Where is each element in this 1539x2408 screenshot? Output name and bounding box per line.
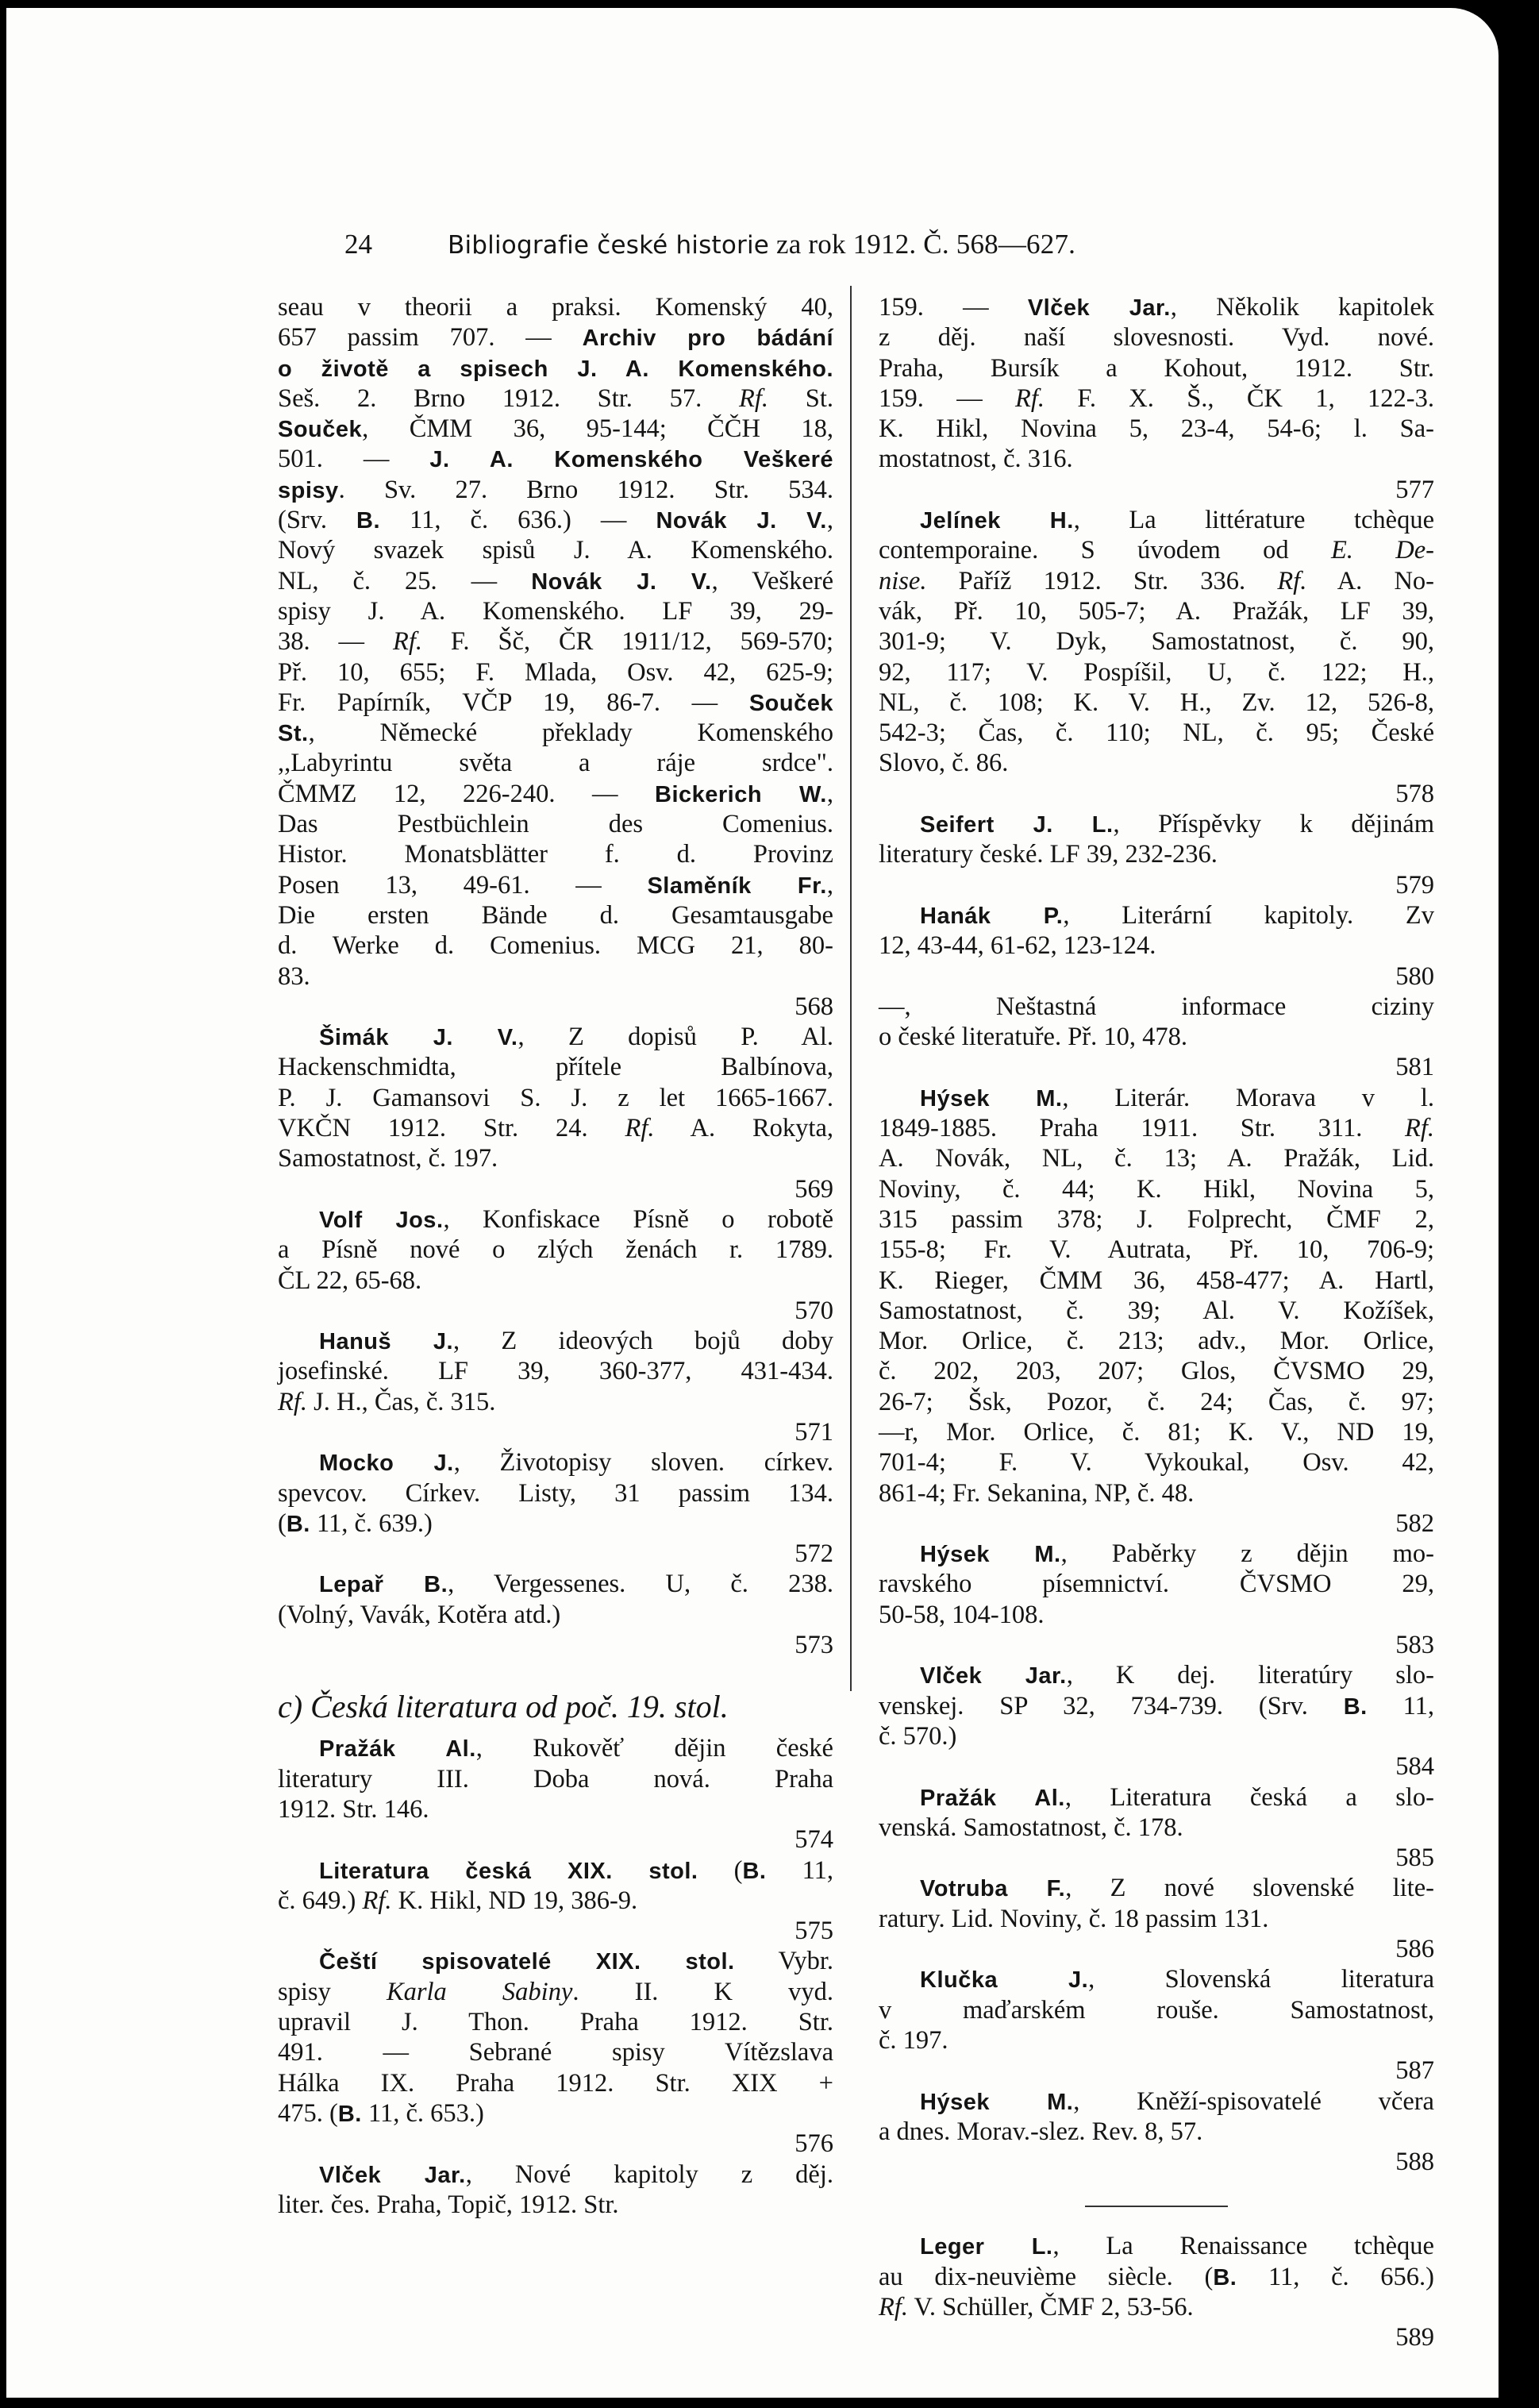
text-line: 12, 43-44, 61-62, 123-124. [879, 931, 1156, 961]
text-line: Čeští spisovatelé XIX. stol. Vybr. [319, 1947, 833, 1976]
text-line: K. Rieger, ČMM 36, 458-477; A. Hartl, [879, 1266, 1434, 1295]
text-line: Nový svazek spisů J. A. Komenského. [278, 536, 833, 565]
text-line: 1849-1885. Praha 1911. Str. 311. Rf. [879, 1114, 1434, 1143]
text-line: 315 passim 378; J. Folprecht, ČMF 2, [879, 1204, 1434, 1234]
text-line: Volf Jos., Konfiskace Písně o robotě [319, 1204, 833, 1234]
text-line: Seš. 2. Brno 1912. Str. 57. Rf. St. [278, 383, 833, 413]
text-line: d. Werke d. Comenius. MCG 21, 80- [278, 931, 833, 961]
text-line: ravského písemnictví. ČVSMO 29, [879, 1570, 1434, 1599]
text-line: 50-58, 104-108. [879, 1600, 1045, 1629]
entry-number: 572 [795, 1539, 833, 1569]
text-line: —r, Mor. Orlice, č. 81; K. V., ND 19, [879, 1417, 1434, 1447]
section-heading: c) Česká literatura od poč. 19. stol. [278, 1689, 729, 1725]
text-line: Hýsek M., Kněží-spisovatelé včera [920, 2086, 1434, 2116]
text-line: a Písně nové o zlých ženách r. 1789. [278, 1235, 833, 1265]
text-line: 83. [278, 961, 310, 991]
text-line: Samostatnost, č. 39; Al. V. Kožíšek, [879, 1296, 1434, 1325]
text-line: Literatura česká XIX. stol. (B. 11, [319, 1855, 834, 1885]
text-line: spisy Karla Sabiny. II. K vyd. [278, 1977, 833, 2006]
running-title-sans: Bibliografie české historie [448, 231, 770, 260]
text-line: venská. Samostatnost, č. 178. [879, 1813, 1183, 1842]
text-line: Pražák Al., Rukověť dějin české [319, 1734, 833, 1763]
text-line: Šimák J. V., Z dopisů P. Al. [319, 1023, 834, 1052]
text-line: ratury. Lid. Noviny, č. 18 passim 131. [879, 1904, 1269, 1933]
text-line: St., Německé překlady Komenského [278, 719, 833, 748]
text-line: seau v theorii a praksi. Komenský 40, [278, 293, 833, 322]
text-line: NL, č. 108; K. V. H., Zv. 12, 526-8, [879, 688, 1434, 717]
text-line: 159. — Rf. F. X. Š., ČK 1, 122-3. [879, 383, 1434, 413]
text-line: literatury III. Doba nová. Praha [278, 1764, 833, 1793]
text-line: 501. — J. A. Komenského Veškeré [278, 445, 833, 474]
entry-number: 581 [1395, 1053, 1434, 1082]
entry-number: 589 [1395, 2323, 1434, 2352]
entry-number: 583 [1395, 1631, 1434, 1660]
text-line: Jelínek H., La littérature tchèque [920, 506, 1434, 535]
text-line: Př. 10, 655; F. Mlada, Osv. 42, 625-9; [278, 657, 833, 687]
right-entries-a [879, 292, 1434, 2177]
text-line: ČMMZ 12, 226-240. — Bickerich W., [278, 779, 833, 808]
running-title-serif: za rok 1912. Č. 568—627. [775, 229, 1076, 260]
text-line: Slovo, č. 86. [879, 749, 1009, 778]
text-line: spevcov. Církev. Listy, 31 passim 134. [278, 1478, 833, 1508]
text-line: o české literatuře. Př. 10, 478. [879, 1023, 1187, 1052]
entry-number: 570 [795, 1296, 833, 1325]
text-line: 701-4; F. V. Vykoukal, Osv. 42, [879, 1448, 1434, 1478]
text-line: Hýsek M., Literár. Morava v l. [920, 1083, 1434, 1112]
text-line: 491. — Sebrané spisy Vítězslava [278, 2038, 833, 2067]
entry-number: 568 [795, 992, 833, 1021]
text-line: 542-3; Čas, č. 110; NL, č. 95; České [879, 719, 1434, 748]
entry-number: 576 [795, 2129, 833, 2159]
text-line: Posen 13, 49-61. — Slaměník Fr., [278, 870, 833, 900]
text-line: —, Neštastná informace ciziny [879, 992, 1434, 1021]
text-line: 38. — Rf. F. Šč, ČR 1911/12, 569-570; [278, 627, 833, 657]
entry-number: 575 [795, 1917, 833, 1946]
left-entries-a [278, 292, 833, 1660]
text-line: 1912. Str. 146. [278, 1794, 429, 1824]
text-line: č. 202, 203, 207; Glos, ČVSMO 29, [879, 1357, 1434, 1386]
page-number: 24 [344, 229, 372, 260]
right-column [879, 292, 1434, 2353]
text-line: Fr. Papírník, VČP 19, 86-7. — Souček [278, 688, 833, 717]
text-line: Histor. Monatsblätter f. d. Provinz [278, 840, 833, 869]
entry-number: 578 [1395, 779, 1434, 808]
entry-number: 574 [795, 1825, 833, 1855]
text-line: nise. Paříž 1912. Str. 336. Rf. A. No- [879, 566, 1434, 595]
text-line: č. 570.) [879, 1721, 957, 1751]
text-line: č. 197. [879, 2025, 948, 2055]
text-line: vák, Př. 10, 505-7; A. Pražák, LF 39, [879, 596, 1434, 626]
entry-number: 584 [1395, 1752, 1434, 1782]
entry-number: 582 [1395, 1508, 1434, 1538]
text-line: Hýsek M., Paběrky z dějin mo- [920, 1539, 1434, 1569]
text-line: 301-9; V. Dyk, Samostatnost, č. 90, [879, 627, 1434, 657]
text-line: 475. (B. 11, č. 653.) [278, 2098, 484, 2128]
text-line: 155-8; Fr. V. Autrata, Př. 10, 706-9; [879, 1235, 1434, 1265]
text-line: 92, 117; V. Pospíšil, U, č. 122; H., [879, 657, 1434, 687]
text-line: Souček, ČMM 36, 95-144; ČČH 18, [278, 414, 833, 444]
left-column [278, 292, 833, 2220]
entry-number: 571 [795, 1417, 833, 1447]
text-line: o životě a spisech J. A. Komenského. [278, 356, 833, 382]
right-entries-b [879, 2231, 1434, 2352]
text-line: NL, č. 25. — Novák J. V., Veškeré [278, 566, 833, 595]
text-line: Klučka J., Slovenská literatura [920, 1965, 1434, 1994]
entry-number: 587 [1395, 2056, 1434, 2086]
text-line: literatury české. LF 39, 232-236. [879, 840, 1218, 869]
text-line: Leger L., La Renaissance tchèque [920, 2232, 1434, 2261]
text-line: z děj. naší slovesnosti. Vyd. nové. [879, 323, 1434, 353]
text-line: Mocko J., Životopisy sloven. církev. [319, 1448, 833, 1478]
text-line: 159. — Vlček Jar., Několik kapitolek [879, 293, 1434, 322]
entry-number: 586 [1395, 1935, 1434, 1964]
entry-number: 579 [1395, 870, 1434, 900]
text-line: Das Pestbüchlein des Comenius. [278, 810, 833, 839]
text-line: Mor. Orlice, č. 213; adv., Mor. Orlice, [879, 1327, 1434, 1356]
entry-number: 573 [795, 1631, 833, 1660]
text-line: ČL 22, 65-68. [278, 1266, 422, 1295]
text-line: Hanuš J., Z ideových bojů doby [319, 1327, 834, 1356]
text-line: VKČN 1912. Str. 24. Rf. A. Rokyta, [278, 1114, 833, 1143]
text-line: (Volný, Vavák, Kotěra atd.) [278, 1600, 561, 1629]
text-line: upravil J. Thon. Praha 1912. Str. [278, 2008, 833, 2037]
text-line: au dix-neuvième siècle. (B. 11, č. 656.) [879, 2262, 1434, 2291]
text-line: Samostatnost, č. 197. [278, 1144, 498, 1173]
text-line: venskej. SP 32, 734-739. (Srv. B. 11, [879, 1691, 1434, 1720]
text-line: Hálka IX. Praha 1912. Str. XIX + [278, 2068, 833, 2098]
text-line: 657 passim 707. — Archiv pro bádání [278, 323, 834, 353]
text-line: A. Novák, NL, č. 13; A. Pražák, Lid. [879, 1144, 1434, 1173]
entry-number: 577 [1395, 475, 1434, 504]
text-line: spisy. Sv. 27. Brno 1912. Str. 534. [278, 475, 833, 504]
text-line: P. J. Gamansovi S. J. z let 1665-1667. [278, 1083, 833, 1112]
text-line: mostatnost, č. 316. [879, 445, 1073, 474]
text-line: Vlček Jar., K dej. literatúry slo- [920, 1661, 1434, 1690]
text-line: Praha, Bursík a Kohout, 1912. Str. [879, 353, 1434, 383]
text-line: Rf. J. H., Čas, č. 315. [278, 1387, 496, 1416]
text-line: v maďarském rouše. Samostatnost, [879, 1995, 1434, 2025]
text-line: č. 649.) Rf. K. Hikl, ND 19, 386-9. [278, 1886, 638, 1915]
text-line: ,,Labyrintu světa a ráje srdce". [278, 749, 833, 778]
text-line: spisy J. A. Komenského. LF 39, 29- [278, 596, 833, 626]
text-line: Noviny, č. 44; K. Hikl, Novina 5, [879, 1174, 1434, 1204]
text-line: (B. 11, č. 639.) [278, 1508, 433, 1538]
text-line: josefinské. LF 39, 360-377, 431-434. [278, 1357, 833, 1386]
running-title [448, 229, 1075, 260]
text-line: (Srv. B. 11, č. 636.) — Novák J. V., [278, 506, 833, 535]
text-line: Votruba F., Z nové slovenské lite- [920, 1874, 1434, 1903]
text-line: Rf. V. Schüller, ČMF 2, 53-56. [879, 2293, 1194, 2321]
entry-number: 580 [1395, 961, 1434, 991]
text-line: Hanák P., Literární kapitoly. Zv [920, 900, 1434, 930]
left-entries-b [278, 1733, 833, 2220]
text-line: 26-7; Šsk, Pozor, č. 24; Čas, č. 97; [879, 1387, 1434, 1416]
text-line: Vlček Jar., Nové kapitoly z děj. [319, 2159, 833, 2189]
text-line: liter. čes. Praha, Topič, 1912. Str. [278, 2190, 619, 2219]
text-line: a dnes. Morav.-slez. Rev. 8, 57. [879, 2117, 1203, 2146]
text-line: Lepař B., Vergessenes. U, č. 238. [319, 1570, 833, 1599]
text-line: Pražák Al., Literatura česká a slo- [920, 1782, 1434, 1812]
text-line: K. Hikl, Novina 5, 23-4, 54-6; l. Sa- [879, 414, 1434, 444]
entry-number: 585 [1395, 1844, 1434, 1873]
column-divider [850, 286, 852, 1691]
text-line: Hackenschmidta, přítele Balbínova, [278, 1053, 833, 1082]
entry-number: 569 [795, 1174, 833, 1204]
section-rule [1085, 2206, 1228, 2207]
entry-number: 588 [1395, 2148, 1434, 2177]
text-line: Seifert J. L., Příspěvky k dějinám [920, 810, 1434, 839]
text-line: Die ersten Bände d. Gesamtausgabe [278, 900, 833, 930]
text-line: 861-4; Fr. Sekanina, NP, č. 48. [879, 1478, 1195, 1508]
text-line: contemporaine. S úvodem od E. De- [879, 536, 1434, 565]
